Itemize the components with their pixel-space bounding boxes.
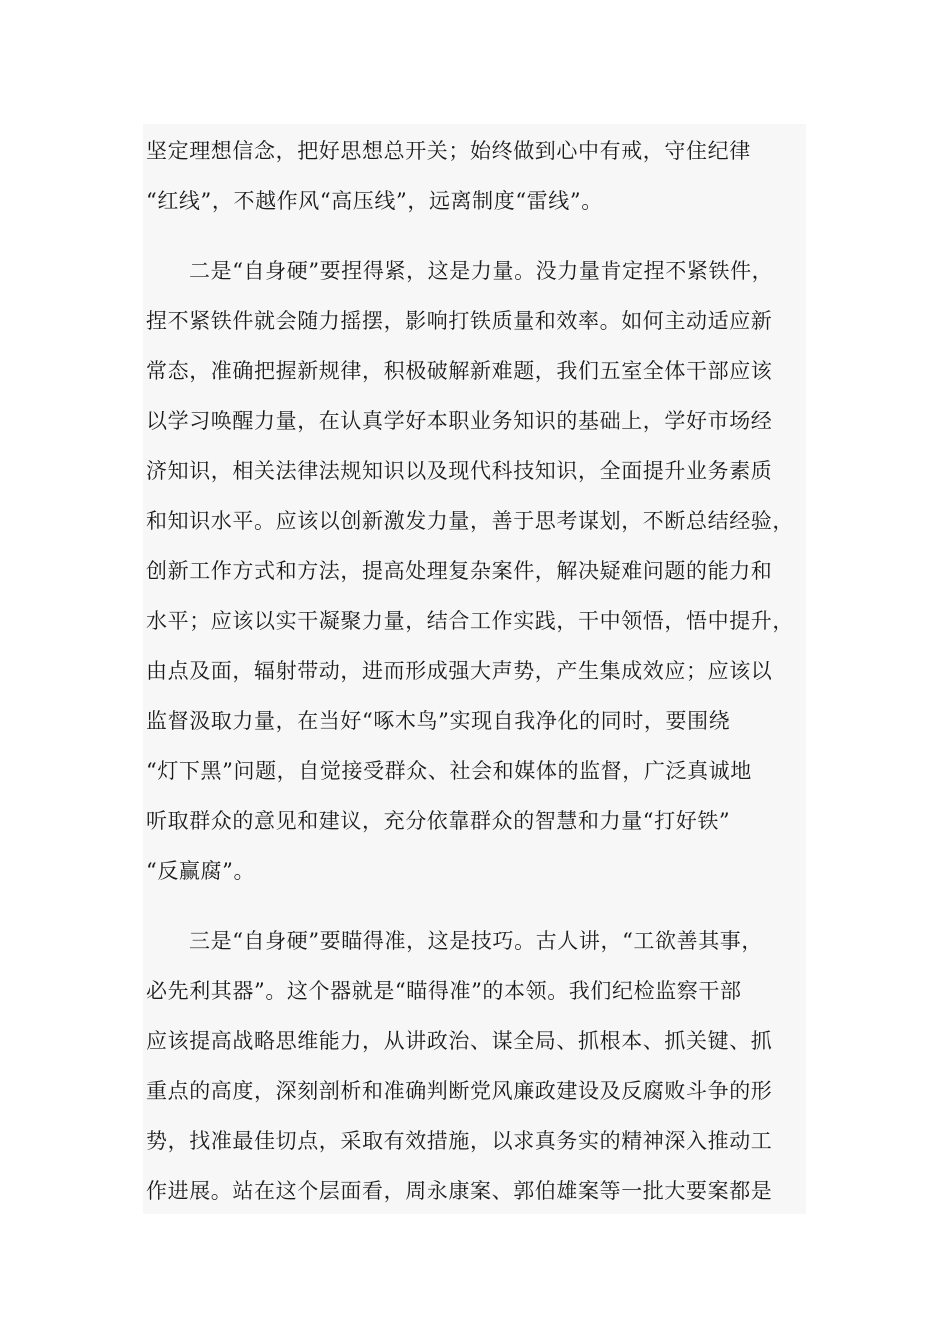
paragraph-line: “红线”，不越作风“高压线”，远离制度“雷线”。 (146, 189, 603, 213)
paragraph-line: 二是“自身硬”要捏得紧，这是力量。没力量肯定捏不紧铁件， (189, 259, 774, 283)
paragraph-line: 监督汲取力量，在当好“啄木鸟”实现自我净化的同时，要围绕 (146, 709, 731, 733)
paragraph-line: 水平；应该以实干凝聚力量，结合工作实践，干中领悟，悟中提升， (146, 609, 794, 633)
paragraph-line: 捏不紧铁件就会随力摇摆，影响打铁质量和效率。如何主动适应新 (146, 309, 773, 333)
paragraph-line: 重点的高度，深刻剖析和准确判断党风廉政建设及反腐败斗争的形 (146, 1079, 773, 1103)
paragraph-line: “灯下黑”问题，自觉接受群众、社会和媒体的监督，广泛真诚地 (146, 759, 752, 783)
paragraph-line: 坚定理想信念，把好思想总开关；始终做到心中有戒，守住纪律 (146, 139, 751, 163)
paragraph-line: 由点及面，辐射带动，进而形成强大声势，产生集成效应；应该以 (146, 659, 773, 683)
paragraph-line: 创新工作方式和方法，提高处理复杂案件，解决疑难问题的能力和 (146, 559, 773, 583)
paragraph-line: “反赢腐”。 (146, 859, 256, 883)
paragraph-line: 常态，准确把握新规律，积极破解新难题，我们五室全体干部应该 (146, 359, 773, 383)
paragraph-line: 三是“自身硬”要瞄得准，这是技巧。古人讲，“工欲善其事， (189, 929, 764, 953)
paragraph-line: 济知识，相关法律法规知识以及现代科技知识，全面提升业务素质 (146, 459, 773, 483)
paragraph-line: 以学习唤醒力量，在认真学好本职业务知识的基础上，学好市场经 (146, 409, 773, 433)
paragraph-line: 应该提高战略思维能力，从讲政治、谋全局、抓根本、抓关键、抓 (146, 1029, 773, 1053)
paragraph-line: 和知识水平。应该以创新激发力量，善于思考谋划，不断总结经验， (146, 509, 794, 533)
paragraph-line: 听取群众的意见和建议，充分依靠群众的智慧和力量“打好铁” (146, 809, 731, 833)
paragraph-line: 势，找准最佳切点，采取有效措施，以求真务实的精神深入推动工 (146, 1129, 773, 1153)
paragraph-line: 作进展。站在这个层面看，周永康案、郭伯雄案等一批大要案都是 (146, 1179, 773, 1203)
paragraph-line: 必先利其器”。这个器就是“瞄得准”的本领。我们纪检监察干部 (146, 979, 742, 1003)
